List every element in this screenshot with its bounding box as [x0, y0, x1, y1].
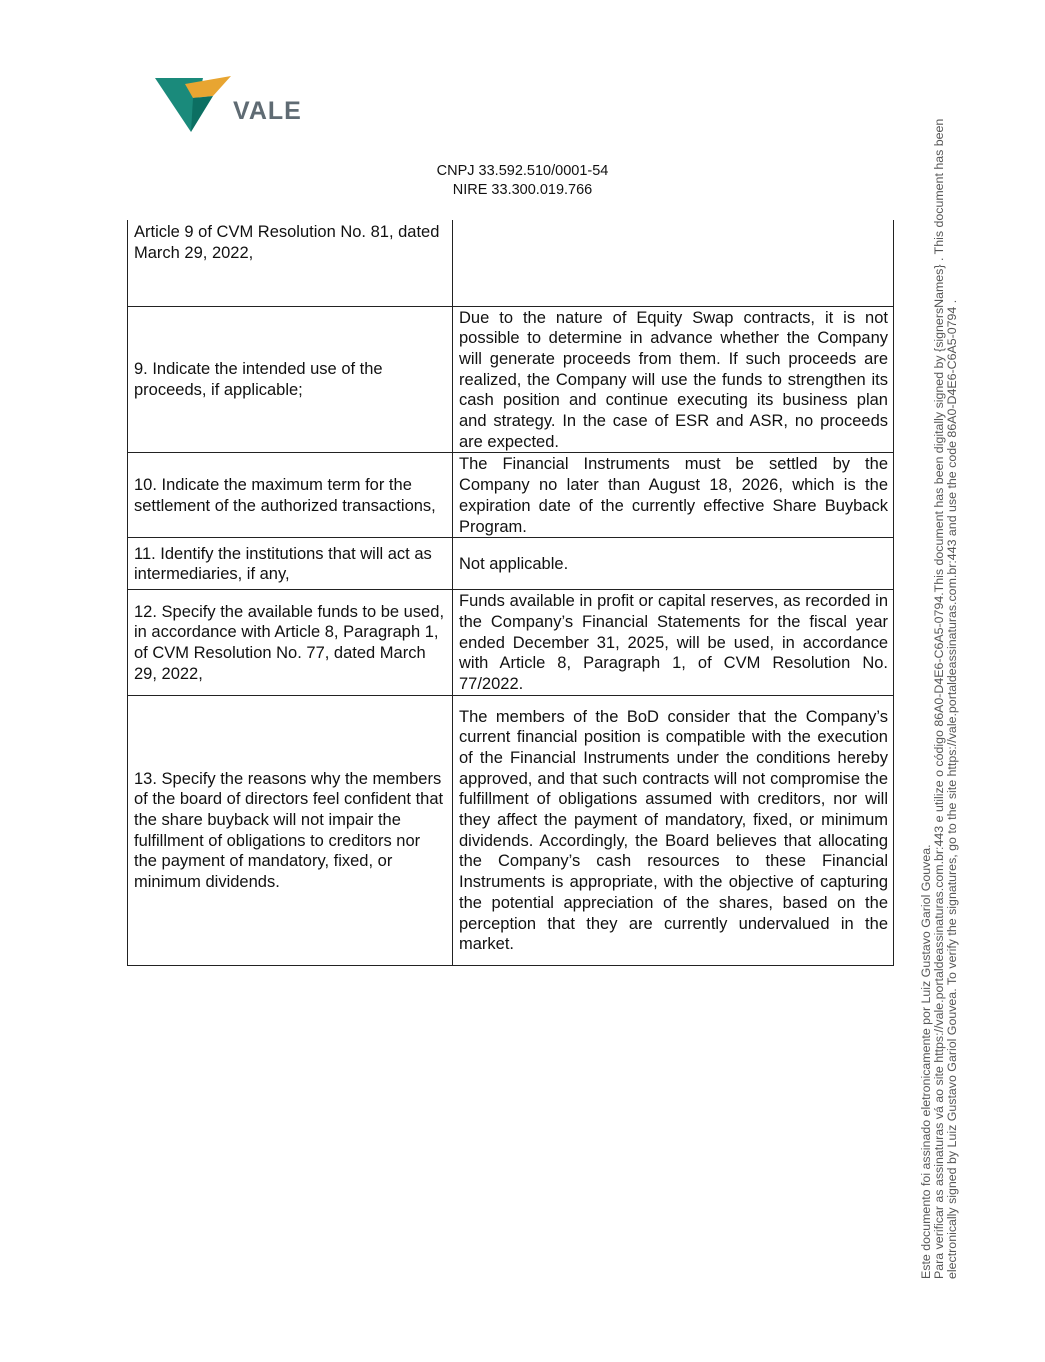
question-cell: Article 9 of CVM Resolution No. 81, dated March 29, 2022,	[128, 220, 453, 306]
answer-cell: Funds available in profit or capital reserves, as recorded in the Company’s Financial Statements for the fiscal year ended December 31, 2025, will be used, in accordance with Article 8, Paragraph 1, of CVM Resolution No. 77/2022.	[453, 590, 894, 696]
answer-cell: Not applicable.	[453, 538, 894, 590]
question-cell: 13. Specify the reasons why the members of the board of directors feel confident that the share buyback will not impair the fulfillment of obligations to creditors nor the payment of mandatory, fixed, or minimum dividends.	[128, 695, 453, 965]
question-cell: 12. Specify the available funds to be used, in accordance with Article 8, Paragraph 1, of CVM Resolution No. 77, dated March 29, 2022,	[128, 590, 453, 696]
answer-cell: The members of the BoD consider that the Company’s current financial position is compatible with the execution of the Financial Instruments under the conditions hereby approved, and that such contracts will not compromise the fulfillment of obligations assumed with creditors, nor will they affect the payment of mandatory, fixed, or minimum dividends. Accordingly, the Board believes that allocating the Company’s cash resources to these Financial Instruments is appropriate, with the objective of capturing the potential appreciation of the shares, based on the perception that they are currently undervalued in the market.	[453, 695, 894, 965]
table-row	[128, 538, 894, 590]
table-row	[128, 453, 894, 538]
signature-note-line: Para verificar as assinaturas vá ao site https://vale.portaldeassinaturas.com.br:443 e utilize o código 86A0-D4E6-C6A5-0794.This document has been digitally signed by {signersNames} . This document has been	[932, 118, 946, 1279]
question-cell: 11. Identify the institutions that will act as intermediaries, if any,	[128, 538, 453, 590]
table-row	[128, 590, 894, 696]
signature-note-line: electronically signed by Luiz Gustavo Gariol Gouvea. To verify the signatures, go to the site https://vale.portaldeassinaturas.com.br:443 and use the code 86A0-D4E6-C6A5-0794 .	[945, 299, 959, 1279]
resolution-table	[127, 220, 894, 966]
answer-cell	[453, 220, 894, 306]
table-row	[128, 220, 894, 306]
question-cell: 10. Indicate the maximum term for the settlement of the authorized transactions,	[128, 453, 453, 538]
answer-cell: Due to the nature of Equity Swap contracts, it is not possible to determine in advance whether the Company will generate proceeds from them. If such proceeds are realized, the Company will use the funds to strengthen its cash position and continue executing its business plan and strategy. In the case of ESR and ASR, no proceeds are expected.	[453, 306, 894, 453]
signature-note-line: Este documento foi assinado eletronicamente por Luiz Gustavo Gariol Gouvea.	[919, 844, 933, 1279]
cnpj-line: CNPJ 33.592.510/0001-54	[436, 163, 609, 179]
table-row	[128, 695, 894, 965]
table-row	[128, 306, 894, 453]
answer-cell: The Financial Instruments must be settled by the Company no later than August 18, 2026, which is the expiration date of the currently effective Share Buyback Program.	[453, 453, 894, 538]
question-cell: 9. Indicate the intended use of the proceeds, if applicable;	[128, 306, 453, 453]
nire-line: NIRE 33.300.019.766	[452, 182, 593, 198]
vale-logo	[155, 74, 315, 136]
signature-note	[920, 119, 959, 1279]
vale-logo-text: VALE	[233, 97, 302, 125]
vale-logo-mark-icon	[155, 74, 235, 136]
